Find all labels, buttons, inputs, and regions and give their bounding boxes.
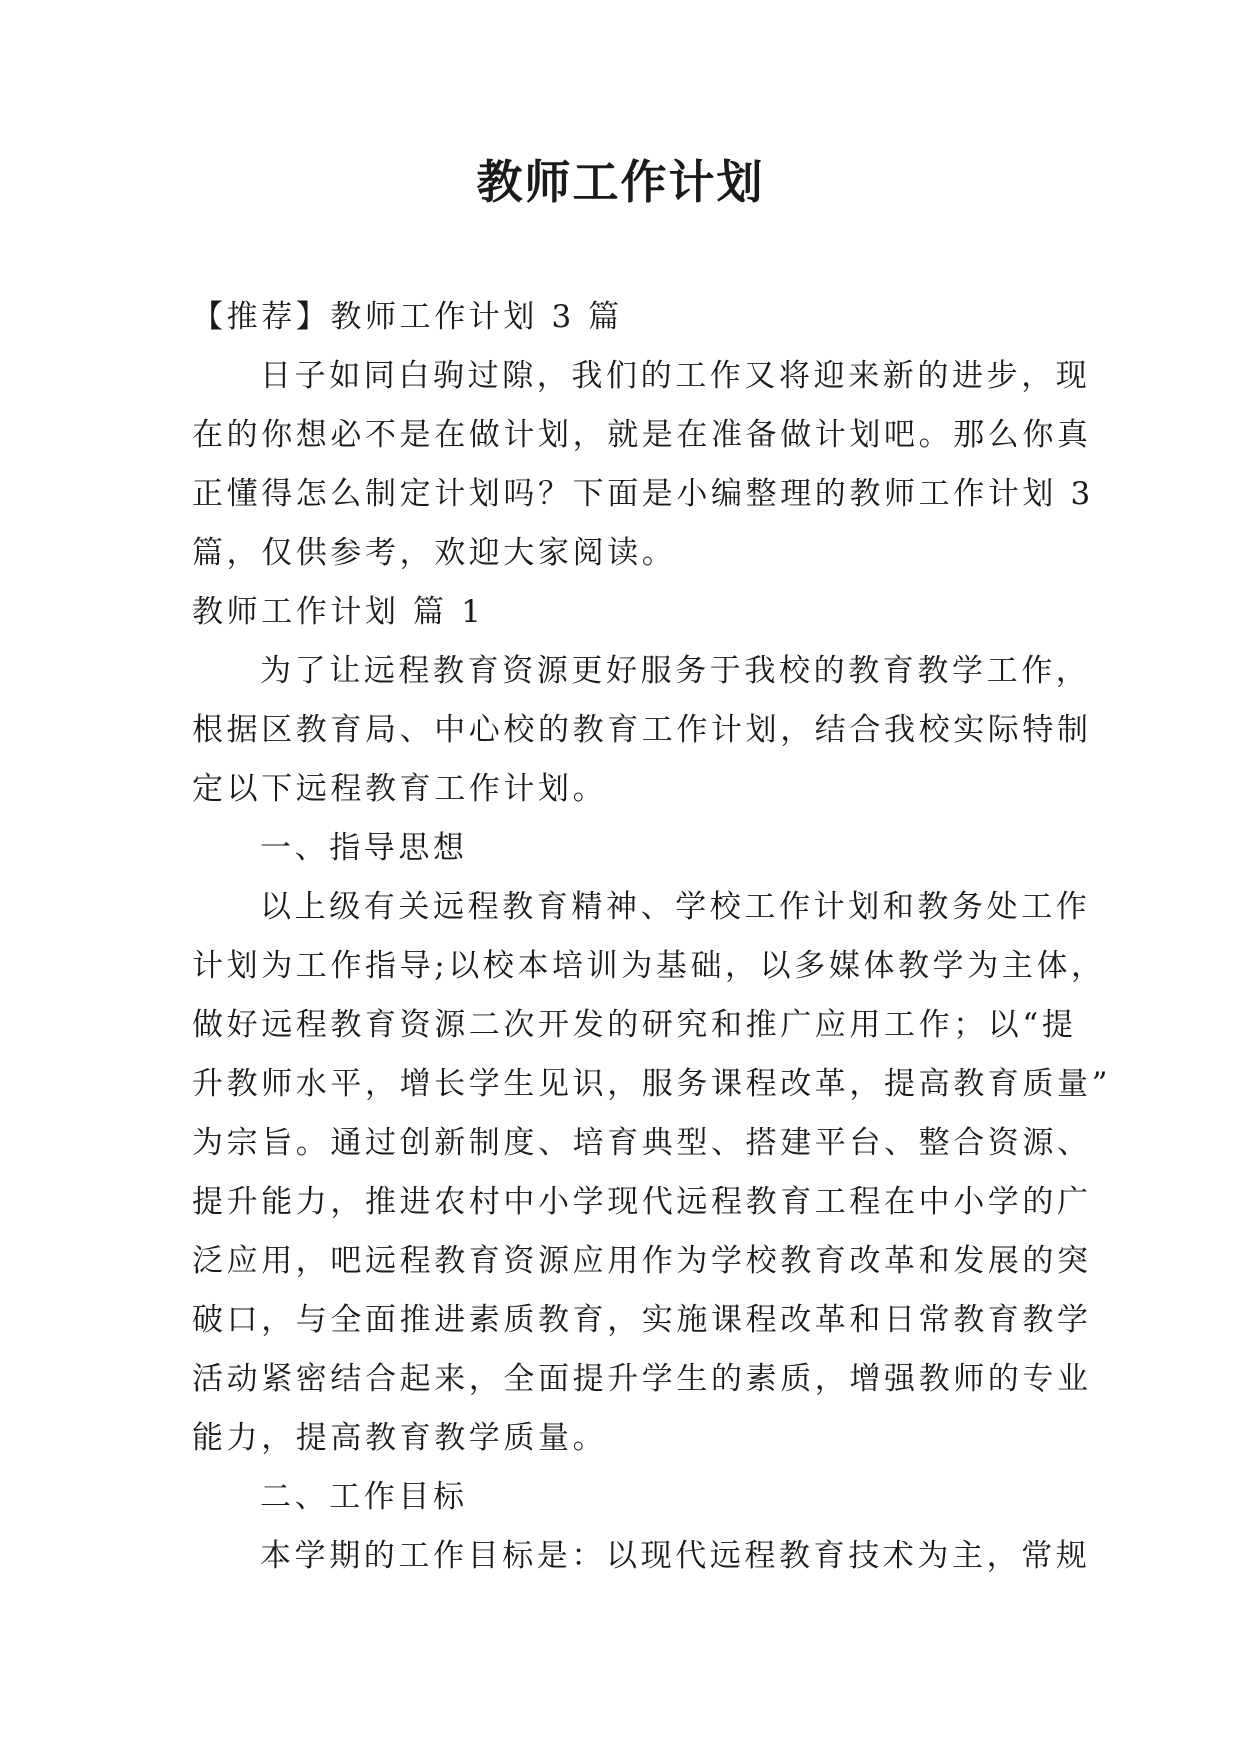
subsection-heading: 一、指导思想 — [260, 830, 468, 866]
text-line: 为宗旨。通过创新制度、培育典型、搭建平台、整合资源、 — [192, 1125, 1092, 1161]
text-line: 定以下远程教育工作计划。 — [192, 771, 608, 807]
document-body — [192, 288, 1112, 1586]
text-line: 活动紧密结合起来，全面提升学生的素质，增强教师的专业 — [192, 1361, 1092, 1397]
text-line: 能力，提高教育教学质量。 — [192, 1420, 608, 1456]
text-line: 破口，与全面推进素质教育，实施课程改革和日常教育教学 — [192, 1302, 1092, 1338]
text-line: 提升能力，推进农村中小学现代远程教育工程在中小学的广 — [192, 1184, 1092, 1220]
text-line: 根据区教育局、中心校的教育工作计划，结合我校实际特制 — [192, 712, 1092, 748]
text-line: 升教师水平，增长学生见识，服务课程改革，提高教育质量” — [192, 1066, 1112, 1102]
section-heading: 教师工作计划 篇 1 — [192, 594, 485, 630]
subsection-heading: 二、工作目标 — [260, 1479, 468, 1515]
text-line: 以上级有关远程教育精神、学校工作计划和教务处工作 — [260, 889, 1091, 925]
text-line: 日子如同白驹过隙，我们的工作又将迎来新的进步，现 — [260, 358, 1091, 394]
text-line: 做好远程教育资源二次开发的研究和推广应用工作；以“提 — [192, 1007, 1077, 1043]
text-line: 本学期的工作目标是：以现代远程教育技术为主，常规 — [260, 1538, 1091, 1574]
text-line: 在的你想必不是在做计划，就是在准备做计划吧。那么你真 — [192, 417, 1092, 453]
text-line: 【推荐】教师工作计划 3 篇 — [192, 299, 623, 335]
text-line: 泛应用，吧远程教育资源应用作为学校教育改革和发展的突 — [192, 1243, 1092, 1279]
text-line: 为了让远程教育资源更好服务于我校的教育教学工作， — [260, 653, 1091, 689]
document-title: 教师工作计划 — [476, 155, 765, 209]
text-line: 正懂得怎么制定计划吗？下面是小编整理的教师工作计划 3 — [192, 476, 1094, 512]
text-line: 计划为工作指导;以校本培训为基础，以多媒体教学为主体， — [192, 948, 1106, 984]
text-line: 篇，仅供参考，欢迎大家阅读。 — [192, 535, 677, 571]
